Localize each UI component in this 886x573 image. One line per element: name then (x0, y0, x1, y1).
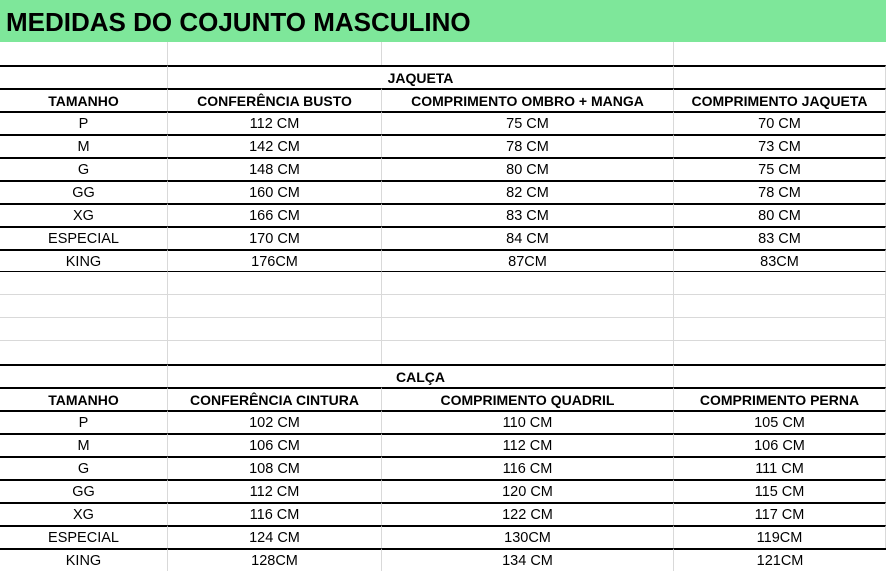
calca-cell-perna: 117 CM (674, 502, 886, 525)
calca-cell-size: M (0, 433, 168, 456)
calca-cell-quadril: 112 CM (382, 433, 674, 456)
calca-cell-quadril: 122 CM (382, 502, 674, 525)
calca-cell-perna: 121CM (674, 548, 886, 571)
jaqueta-cell-size: P (0, 111, 168, 134)
jaqueta-cell-busto: 112 CM (168, 111, 382, 134)
header-comprimento-perna: COMPRIMENTO PERNA (674, 387, 886, 410)
calca-cell-size: GG (0, 479, 168, 502)
header-comprimento-ombro-manga: COMPRIMENTO OMBRO + MANGA (382, 88, 674, 111)
calca-cell-quadril: 120 CM (382, 479, 674, 502)
jaqueta-cell-busto: 160 CM (168, 180, 382, 203)
size-grid (0, 42, 886, 571)
header-tamanho: TAMANHO (0, 88, 168, 111)
calca-cell-size: XG (0, 502, 168, 525)
calca-cell-perna: 115 CM (674, 479, 886, 502)
calca-cell-cintura: 116 CM (168, 502, 382, 525)
jaqueta-cell-size: GG (0, 180, 168, 203)
jaqueta-cell-ombro-manga: 82 CM (382, 180, 674, 203)
calca-cell-size: G (0, 456, 168, 479)
calca-cell-cintura: 128CM (168, 548, 382, 571)
calca-cell-quadril: 116 CM (382, 456, 674, 479)
jaqueta-cell-comprimento: 83CM (674, 249, 886, 272)
jaqueta-cell-comprimento: 70 CM (674, 111, 886, 134)
jaqueta-cell-size: XG (0, 203, 168, 226)
section-title-jaqueta: JAQUETA (168, 65, 674, 88)
jaqueta-cell-ombro-manga: 80 CM (382, 157, 674, 180)
jaqueta-cell-size: KING (0, 249, 168, 272)
calca-cell-perna: 105 CM (674, 410, 886, 433)
jaqueta-cell-busto: 142 CM (168, 134, 382, 157)
jaqueta-cell-busto: 148 CM (168, 157, 382, 180)
jaqueta-cell-size: M (0, 134, 168, 157)
calca-cell-cintura: 102 CM (168, 410, 382, 433)
jaqueta-cell-size: ESPECIAL (0, 226, 168, 249)
calca-cell-cintura: 106 CM (168, 433, 382, 456)
header-comprimento-quadril: COMPRIMENTO QUADRIL (382, 387, 674, 410)
jaqueta-cell-comprimento: 73 CM (674, 134, 886, 157)
jaqueta-cell-comprimento: 78 CM (674, 180, 886, 203)
calca-cell-cintura: 112 CM (168, 479, 382, 502)
calca-cell-quadril: 134 CM (382, 548, 674, 571)
jaqueta-cell-size: G (0, 157, 168, 180)
jaqueta-cell-comprimento: 75 CM (674, 157, 886, 180)
jaqueta-cell-ombro-manga: 84 CM (382, 226, 674, 249)
header-conferencia-busto: CONFERÊNCIA BUSTO (168, 88, 382, 111)
page-title: MEDIDAS DO COJUNTO MASCULINO (0, 0, 886, 42)
header-comprimento-jaqueta: COMPRIMENTO JAQUETA (674, 88, 886, 111)
calca-cell-size: ESPECIAL (0, 525, 168, 548)
calca-cell-size: P (0, 410, 168, 433)
calca-cell-size: KING (0, 548, 168, 571)
calca-cell-quadril: 130CM (382, 525, 674, 548)
jaqueta-cell-comprimento: 80 CM (674, 203, 886, 226)
calca-cell-perna: 119CM (674, 525, 886, 548)
jaqueta-cell-ombro-manga: 87CM (382, 249, 674, 272)
calca-cell-cintura: 124 CM (168, 525, 382, 548)
calca-cell-quadril: 110 CM (382, 410, 674, 433)
jaqueta-cell-busto: 170 CM (168, 226, 382, 249)
jaqueta-cell-comprimento: 83 CM (674, 226, 886, 249)
section-title-calca: CALÇA (168, 364, 674, 387)
calca-cell-perna: 111 CM (674, 456, 886, 479)
jaqueta-cell-ombro-manga: 83 CM (382, 203, 674, 226)
jaqueta-cell-ombro-manga: 78 CM (382, 134, 674, 157)
header-tamanho: TAMANHO (0, 387, 168, 410)
header-conferencia-cintura: CONFERÊNCIA CINTURA (168, 387, 382, 410)
calca-cell-cintura: 108 CM (168, 456, 382, 479)
jaqueta-cell-busto: 176CM (168, 249, 382, 272)
jaqueta-cell-ombro-manga: 75 CM (382, 111, 674, 134)
jaqueta-cell-busto: 166 CM (168, 203, 382, 226)
calca-cell-perna: 106 CM (674, 433, 886, 456)
